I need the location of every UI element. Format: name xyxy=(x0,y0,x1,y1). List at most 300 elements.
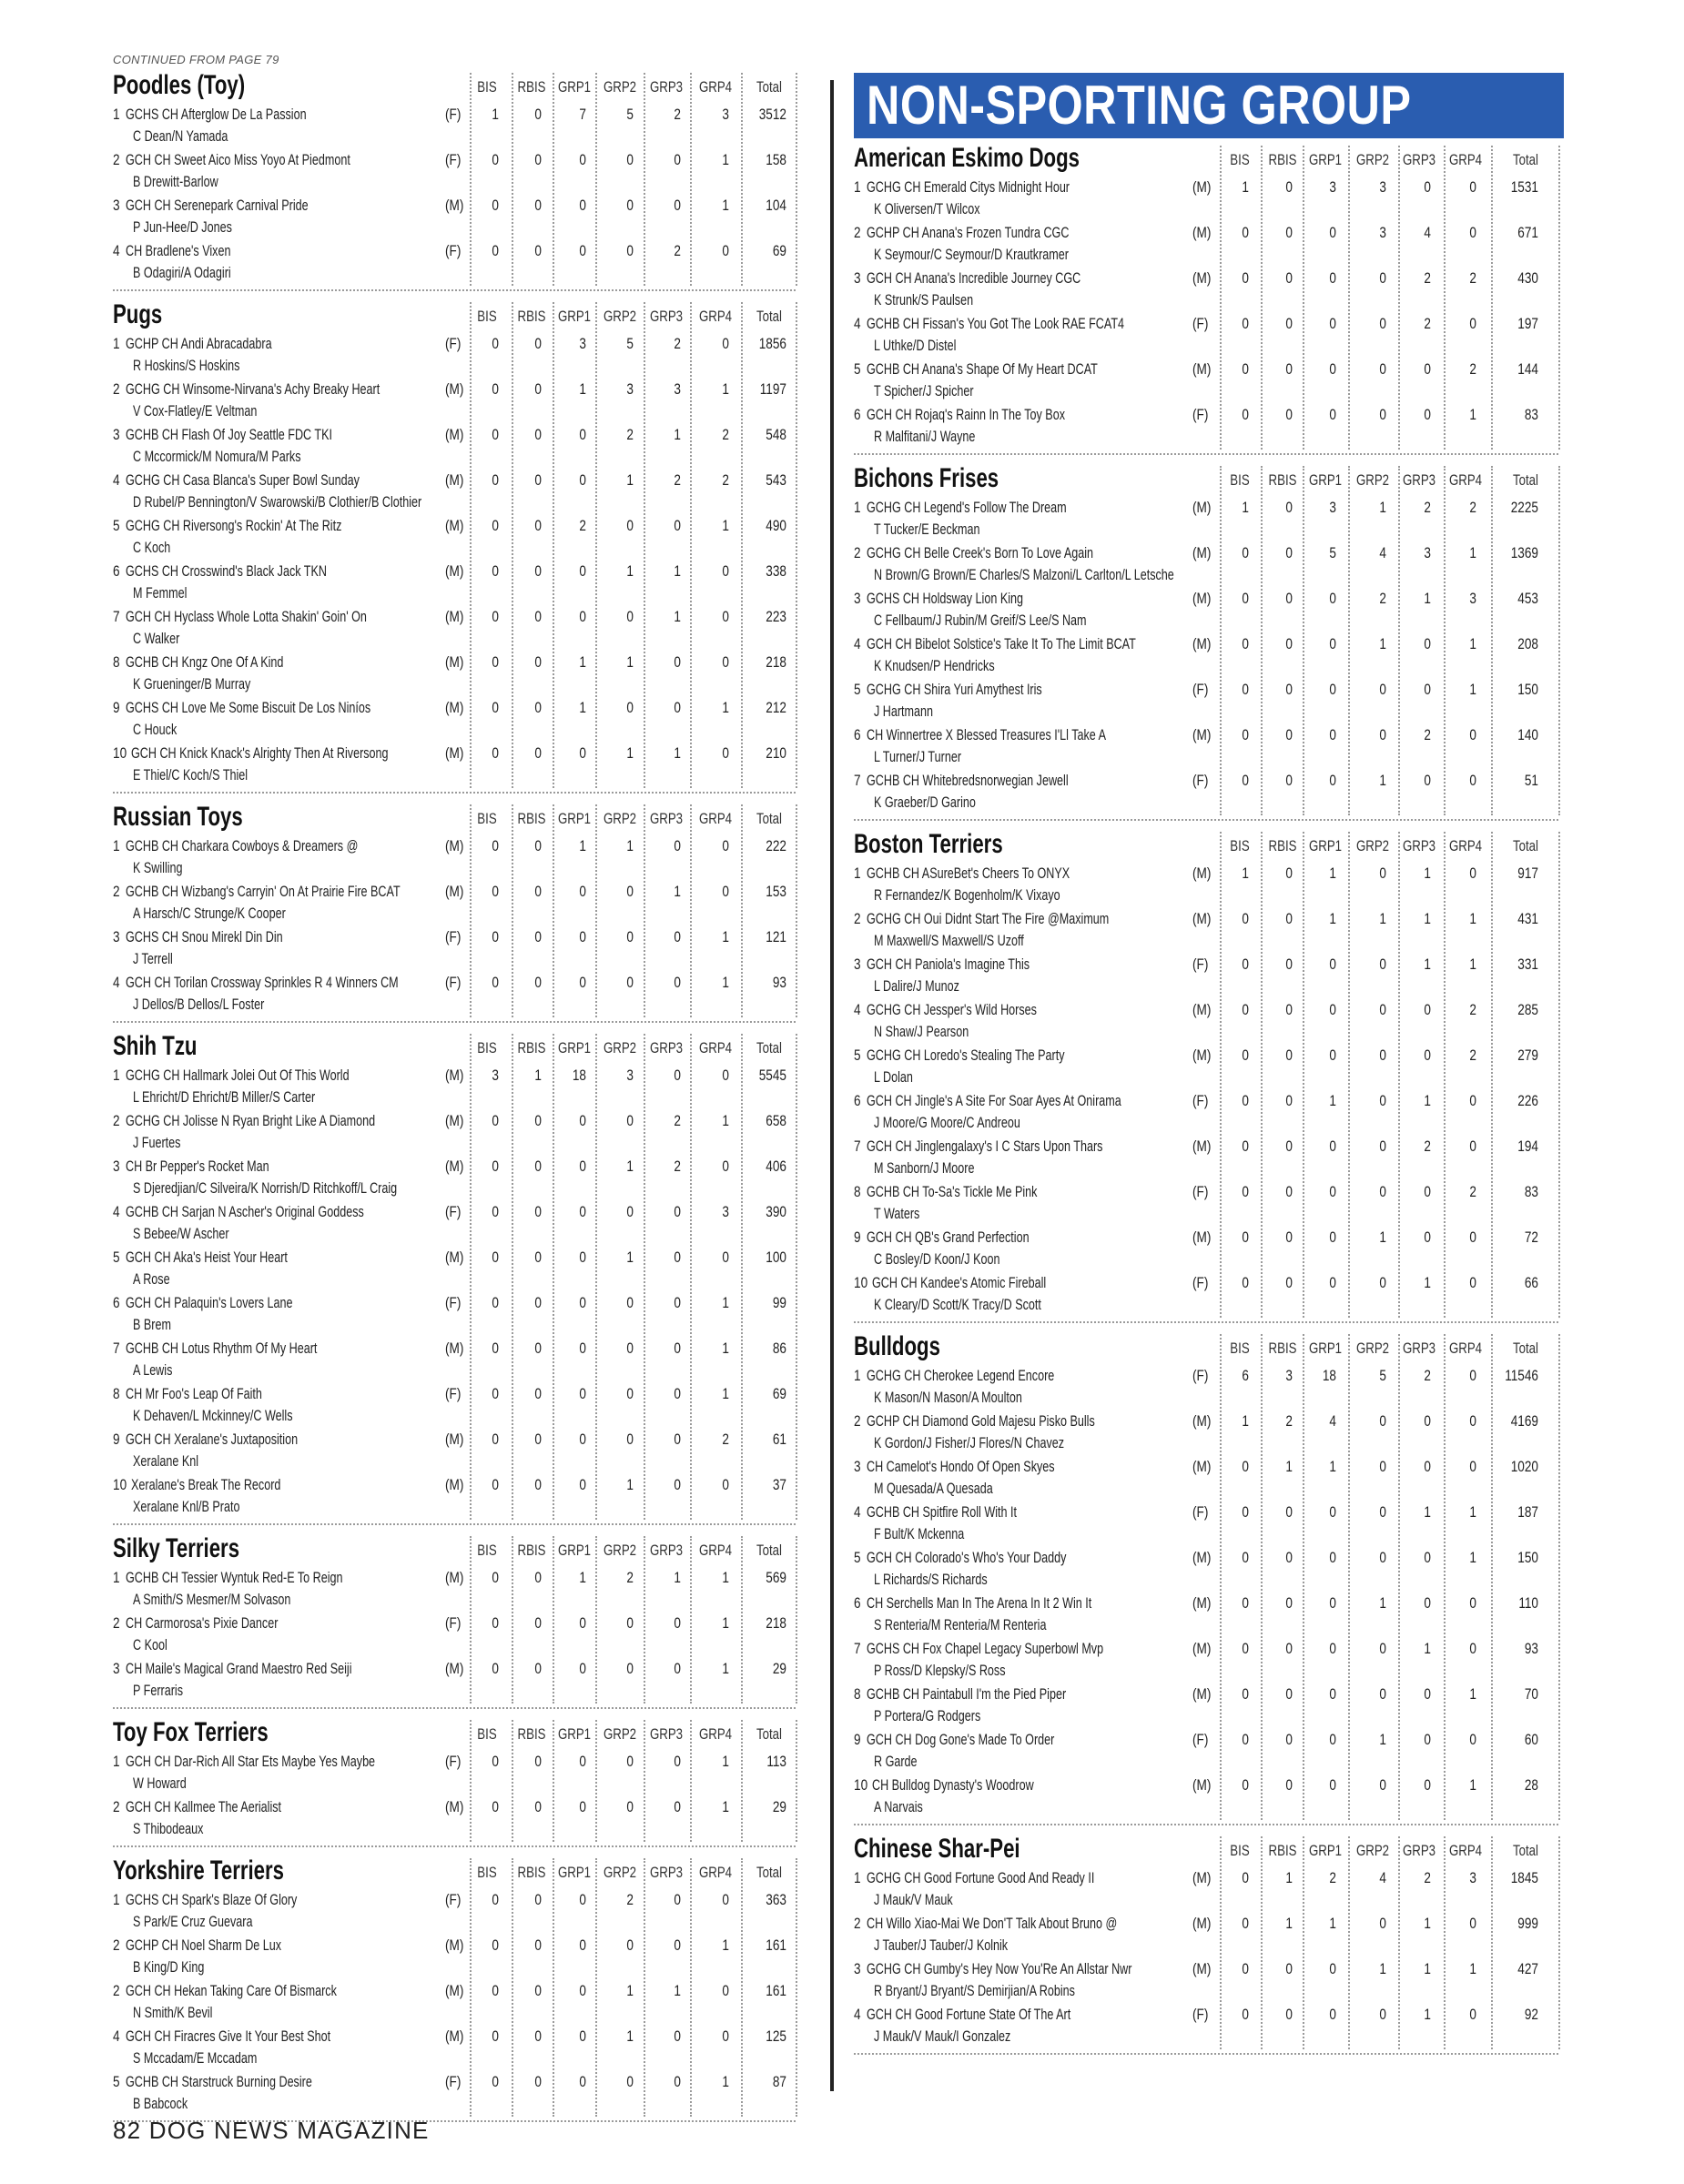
table-row xyxy=(854,588,1564,633)
stat-value: 2 xyxy=(1469,360,1476,378)
stat-value: 0 xyxy=(1469,178,1476,196)
dog-name: GCHG CH Loredo's Stealing The Party xyxy=(867,1046,1065,1064)
stat-value: 0 xyxy=(1424,178,1431,196)
stat-value: 2 xyxy=(1424,1869,1431,1886)
stat-value: 1 xyxy=(1469,1776,1476,1794)
owners: N Brown/G Brown/E Charles/S Malzoni/L Carlton/L Letsche xyxy=(874,566,1174,583)
owners: K Cleary/D Scott/K Tracy/D Scott xyxy=(874,1296,1041,1313)
stat-value: 0 xyxy=(1379,360,1386,378)
dog-name: GCHB CH Wizbang's Carryin' On At Prairie Fire BCAT xyxy=(126,883,401,900)
stat-value: 0 xyxy=(1329,1183,1336,1200)
stat-value: 153 xyxy=(766,883,786,900)
breed-title: Pugs xyxy=(113,299,163,329)
stat-value: 2 xyxy=(1379,590,1386,607)
stat-value: 0 xyxy=(1242,1458,1249,1475)
stat-value: 29 xyxy=(772,1660,786,1677)
stat-value: 1 xyxy=(674,744,681,762)
stat-value: 917 xyxy=(1517,864,1538,882)
dog-name: GCHG CH Jolisse N Ryan Bright Like A Diamond xyxy=(126,1112,376,1129)
stat-value: 0 xyxy=(1329,1549,1336,1566)
stat-value: 0 xyxy=(492,1660,499,1677)
breed-title: Bichons Frises xyxy=(854,463,999,493)
stat-value: 0 xyxy=(534,1431,542,1448)
stat-value: 1 xyxy=(722,1798,729,1815)
stat-value: 0 xyxy=(1379,315,1386,332)
column-header: GRP4 xyxy=(1448,837,1483,854)
sex: (M) xyxy=(445,2027,464,2045)
stat-value: 0 xyxy=(534,1249,542,1266)
stat-value: 1 xyxy=(1424,1274,1431,1291)
rank: 4 xyxy=(113,974,120,991)
column-header: GRP3 xyxy=(649,1039,684,1057)
stat-value: 0 xyxy=(1329,224,1336,241)
table-row xyxy=(854,1684,1564,1729)
stat-value: 0 xyxy=(1242,1776,1249,1794)
sex: (F) xyxy=(445,242,462,259)
stat-value: 2 xyxy=(674,471,681,489)
stat-value: 0 xyxy=(626,883,634,900)
column-header: GRP2 xyxy=(603,1542,637,1559)
stat-value: 0 xyxy=(1242,1869,1249,1886)
rank: 5 xyxy=(113,2073,120,2090)
stat-value: 490 xyxy=(766,517,786,534)
stat-value: 0 xyxy=(534,1614,542,1632)
dog-name: CH Maile's Magical Grand Maestro Red Seiji xyxy=(126,1660,352,1677)
stat-value: 1 xyxy=(674,562,681,580)
column-header: BIS xyxy=(477,1039,497,1057)
stat-value: 0 xyxy=(674,2027,681,2045)
stat-value: 1 xyxy=(722,1385,729,1402)
stat-value: 0 xyxy=(1329,269,1336,287)
stat-value: 0 xyxy=(1379,1549,1386,1566)
stat-value: 0 xyxy=(1469,1092,1476,1109)
stat-value: 0 xyxy=(1469,1228,1476,1246)
sex: (M) xyxy=(445,744,464,762)
owners: K Knudsen/P Hendricks xyxy=(874,657,995,674)
stat-value: 6 xyxy=(1242,1367,1249,1384)
table-row xyxy=(113,149,799,195)
table-row xyxy=(854,1227,1564,1272)
dog-name: GCH CH Dar-Rich All Star Ets Maybe Yes Maybe xyxy=(126,1753,376,1770)
stat-value: 0 xyxy=(1424,1458,1431,1475)
sex: (M) xyxy=(445,1936,464,1954)
stat-value: 0 xyxy=(579,1476,586,1493)
column-header: GRP1 xyxy=(557,308,592,325)
owners: A Rose xyxy=(133,1270,170,1288)
sex: (M) xyxy=(1192,544,1212,561)
stat-value: 0 xyxy=(626,2073,634,2090)
owners: L Dolan xyxy=(874,1068,913,1086)
column-header: GRP3 xyxy=(1402,151,1436,168)
sex: (M) xyxy=(1192,864,1212,882)
dog-name: CH Willo Xiao-Mai We Don'T Talk About Bruno @ xyxy=(867,1915,1118,1932)
table-row xyxy=(113,1796,799,1842)
owners: R Malfitani/J Wayne xyxy=(874,428,976,445)
rank: 4 xyxy=(854,2006,861,2023)
stat-value: 1 xyxy=(534,1067,542,1084)
stat-value: 1 xyxy=(1424,1640,1431,1657)
sex: (M) xyxy=(1192,499,1212,516)
rank: 4 xyxy=(113,471,120,489)
stat-value: 0 xyxy=(626,1203,634,1220)
stat-value: 0 xyxy=(579,1203,586,1220)
stat-value: 83 xyxy=(1524,1183,1538,1200)
stat-value: 0 xyxy=(1285,956,1293,973)
stat-value: 0 xyxy=(722,1982,729,1999)
stat-value: 1 xyxy=(722,380,729,398)
stat-value: 0 xyxy=(674,699,681,716)
sex: (F) xyxy=(445,1294,462,1311)
dog-name: GCHG CH Legend's Follow The Dream xyxy=(867,499,1067,516)
stat-value: 0 xyxy=(626,1385,634,1402)
stat-value: 1 xyxy=(722,699,729,716)
column-header: GRP2 xyxy=(603,1039,637,1057)
dog-name: GCHB CH Anana's Shape Of My Heart DCAT xyxy=(867,360,1098,378)
dog-name: GCHP CH Andi Abracadabra xyxy=(126,335,272,352)
stat-value: 0 xyxy=(1379,406,1386,423)
breed-divider xyxy=(113,1845,796,1847)
stat-value: 1 xyxy=(1329,864,1336,882)
stat-value: 1 xyxy=(722,928,729,945)
rank: 1 xyxy=(854,1869,861,1886)
stat-value: 0 xyxy=(492,2027,499,2045)
rank: 8 xyxy=(113,1385,120,1402)
stat-value: 99 xyxy=(772,1294,786,1311)
rank: 7 xyxy=(854,1138,861,1155)
stat-value: 0 xyxy=(626,197,634,214)
stat-value: 0 xyxy=(492,883,499,900)
sex: (F) xyxy=(1192,1503,1209,1521)
column-header: GRP1 xyxy=(557,1542,592,1559)
stat-value: 0 xyxy=(1242,1915,1249,1932)
stat-value: 0 xyxy=(674,1891,681,1908)
stat-value: 0 xyxy=(674,837,681,854)
breed-title: Bulldogs xyxy=(854,1331,940,1361)
table-row xyxy=(854,1729,1564,1774)
stat-value: 0 xyxy=(1285,499,1293,516)
dog-name: GCH CH Knick Knack's Alrighty Then At Riversong xyxy=(131,744,389,762)
column-header: BIS xyxy=(1230,837,1250,854)
continued-note: CONTINUED FROM PAGE 79 xyxy=(113,53,279,66)
stat-value: 0 xyxy=(1469,1367,1476,1384)
stat-value: 2 xyxy=(626,1569,634,1586)
sex: (M) xyxy=(1192,1138,1212,1155)
stat-value: 1 xyxy=(722,1112,729,1129)
rank: 6 xyxy=(113,1294,120,1311)
breed-divider xyxy=(113,792,796,794)
sex: (M) xyxy=(445,1569,464,1586)
dog-name: GCHG CH Oui Didnt Start The Fire @Maximum xyxy=(867,910,1110,927)
stat-value: 0 xyxy=(1329,681,1336,698)
column-header: RBIS xyxy=(517,308,546,325)
table-row xyxy=(854,313,1564,359)
rank: 4 xyxy=(854,315,861,332)
stat-value: 2 xyxy=(1285,1412,1293,1430)
stat-value: 0 xyxy=(1285,1092,1293,1109)
stat-value: 1 xyxy=(1424,1503,1431,1521)
sex: (F) xyxy=(445,1385,462,1402)
owners: C Dean/N Yamada xyxy=(133,127,228,145)
stat-value: 1 xyxy=(626,1249,634,1266)
stat-value: 0 xyxy=(626,1614,634,1632)
sex: (M) xyxy=(445,1660,464,1677)
stat-value: 0 xyxy=(1424,772,1431,789)
stat-value: 2 xyxy=(674,1112,681,1129)
column-header: GRP3 xyxy=(649,78,684,96)
stat-value: 0 xyxy=(492,335,499,352)
stat-value: 406 xyxy=(766,1158,786,1175)
column-header: GRP4 xyxy=(698,810,733,827)
dog-name: GCHP CH Anana's Frozen Tundra CGC xyxy=(867,224,1070,241)
stat-value: 0 xyxy=(1424,360,1431,378)
stat-value: 0 xyxy=(579,426,586,443)
owners: B Odagiri/A Odagiri xyxy=(133,264,231,281)
table-row xyxy=(113,697,799,743)
stat-value: 0 xyxy=(1424,1001,1431,1018)
stat-value: 0 xyxy=(579,471,586,489)
stat-value: 0 xyxy=(722,1249,729,1266)
stat-value: 1 xyxy=(674,426,681,443)
owners: T Spicher/J Spicher xyxy=(874,382,974,399)
owners: K Swilling xyxy=(133,859,183,876)
stat-value: 0 xyxy=(1329,1640,1336,1657)
rank: 8 xyxy=(113,653,120,671)
stat-value: 0 xyxy=(1379,1458,1386,1475)
stat-value: 0 xyxy=(534,380,542,398)
table-row xyxy=(854,1502,1564,1547)
stat-value: 1 xyxy=(626,562,634,580)
column-header: BIS xyxy=(477,1725,497,1743)
stat-value: 0 xyxy=(492,1476,499,1493)
dog-name: GCHG CH Good Fortune Good And Ready II xyxy=(867,1869,1095,1886)
stat-value: 5 xyxy=(1379,1367,1386,1384)
stat-value: 0 xyxy=(1242,224,1249,241)
rank: 5 xyxy=(113,1249,120,1266)
stat-value: 2 xyxy=(674,242,681,259)
stat-value: 0 xyxy=(492,608,499,625)
stat-value: 100 xyxy=(766,1249,786,1266)
sex: (F) xyxy=(445,1203,462,1220)
owners: M Sanborn/J Moore xyxy=(874,1159,975,1177)
dog-name: GCHB CH Starstruck Burning Desire xyxy=(126,2073,312,2090)
rank: 3 xyxy=(854,269,861,287)
stat-value: 150 xyxy=(1517,1549,1538,1566)
table-row xyxy=(113,1110,799,1156)
stat-value: 1369 xyxy=(1510,544,1538,561)
stat-value: 210 xyxy=(766,744,786,762)
breed-block xyxy=(113,1533,799,1704)
column-header: GRP2 xyxy=(603,308,637,325)
owners: B Drewitt-Barlow xyxy=(133,173,218,190)
table-row xyxy=(113,379,799,424)
rank: 6 xyxy=(854,406,861,423)
stat-value: 0 xyxy=(674,197,681,214)
stat-value: 0 xyxy=(534,1982,542,1999)
stat-value: 0 xyxy=(674,1476,681,1493)
dog-name: GCHB CH Tessier Wyntuk Red-E To Reign xyxy=(126,1569,343,1586)
sex: (M) xyxy=(445,1431,464,1448)
stat-value: 0 xyxy=(1424,1731,1431,1748)
stat-value: 0 xyxy=(1242,726,1249,743)
sex: (M) xyxy=(445,1249,464,1266)
owners: K Mason/N Mason/A Moulton xyxy=(874,1389,1022,1406)
rank: 3 xyxy=(854,1458,861,1475)
rank: 6 xyxy=(113,562,120,580)
stat-value: 0 xyxy=(534,517,542,534)
stat-value: 104 xyxy=(766,197,786,214)
owners: N Smith/K Bevil xyxy=(133,2004,213,2021)
owners: R Garde xyxy=(874,1753,918,1770)
owners: K Graeber/D Garino xyxy=(874,794,976,811)
owners: P Jun-Hee/D Jones xyxy=(133,218,232,236)
stat-value: 0 xyxy=(1469,2006,1476,2023)
rank: 5 xyxy=(854,1549,861,1566)
sex: (F) xyxy=(445,2073,462,2090)
sex: (M) xyxy=(1192,1776,1212,1794)
stat-value: 0 xyxy=(626,151,634,168)
stat-value: 4169 xyxy=(1510,1412,1538,1430)
stat-value: 194 xyxy=(1517,1138,1538,1155)
column-header: RBIS xyxy=(517,1864,546,1881)
stat-value: 0 xyxy=(626,928,634,945)
sex: (M) xyxy=(445,883,464,900)
stat-value: 390 xyxy=(766,1203,786,1220)
stat-value: 0 xyxy=(534,1936,542,1954)
table-row xyxy=(113,743,799,788)
rank: 1 xyxy=(113,837,120,854)
breed-title: Poodles (Toy) xyxy=(113,70,246,100)
stat-value: 2 xyxy=(579,517,586,534)
sex: (M) xyxy=(445,1158,464,1175)
table-row xyxy=(113,1751,799,1796)
stat-value: 0 xyxy=(674,1203,681,1220)
stat-value: 1020 xyxy=(1510,1458,1538,1475)
stat-value: 5 xyxy=(626,335,634,352)
dog-name: GCH CH Paniola's Imagine This xyxy=(867,956,1030,973)
stat-value: 0 xyxy=(579,974,586,991)
table-row xyxy=(113,1889,799,1935)
table-row xyxy=(113,240,799,286)
stat-value: 0 xyxy=(1469,1731,1476,1748)
owners: C Houck xyxy=(133,721,178,738)
rank: 4 xyxy=(113,2027,120,2045)
dog-name: CH Mr Foo's Leap Of Faith xyxy=(126,1385,262,1402)
sex: (M) xyxy=(445,471,464,489)
stat-value: 161 xyxy=(766,1982,786,1999)
breed-divider xyxy=(854,819,1558,821)
stat-value: 0 xyxy=(722,837,729,854)
dog-name: GCHG CH Riversong's Rockin' At The Ritz xyxy=(126,517,342,534)
stat-value: 0 xyxy=(492,1294,499,1311)
sex: (F) xyxy=(445,106,462,123)
table-row xyxy=(113,1156,799,1201)
column-header: GRP4 xyxy=(698,1725,733,1743)
table-row xyxy=(854,1958,1564,2004)
column-header: GRP1 xyxy=(557,810,592,827)
column-header: GRP4 xyxy=(698,1039,733,1057)
stat-value: 18 xyxy=(1322,1367,1336,1384)
sex: (M) xyxy=(445,1982,464,1999)
sex: (M) xyxy=(1192,1046,1212,1064)
stat-value: 0 xyxy=(674,1249,681,1266)
table-row xyxy=(113,1567,799,1613)
owners: C Walker xyxy=(133,630,180,647)
stat-value: 0 xyxy=(1242,360,1249,378)
rank: 2 xyxy=(113,1982,120,1999)
stat-value: 2 xyxy=(1424,1367,1431,1384)
stat-value: 2 xyxy=(674,1158,681,1175)
stat-value: 0 xyxy=(534,1476,542,1493)
column-header: RBIS xyxy=(517,78,546,96)
column-header: GRP2 xyxy=(1355,1842,1390,1859)
dog-name: GCHS CH Afterglow De La Passion xyxy=(126,106,307,123)
owners: R Fernandez/K Bogenholm/K Vixayo xyxy=(874,886,1060,904)
table-row xyxy=(113,424,799,470)
dog-name: GCHS CH Spark's Blaze Of Glory xyxy=(126,1891,298,1908)
rank: 2 xyxy=(854,224,861,241)
dog-name: GCHP CH Diamond Gold Majesu Pisko Bulls xyxy=(867,1412,1095,1430)
stat-value: 3512 xyxy=(758,106,786,123)
rank: 10 xyxy=(854,1274,868,1291)
rank: 9 xyxy=(113,699,120,716)
dog-name: CH Camelot's Hondo Of Open Skyes xyxy=(867,1458,1055,1475)
column-header: GRP4 xyxy=(1448,1842,1483,1859)
stat-value: 427 xyxy=(1517,1960,1538,1977)
column-header: RBIS xyxy=(1268,151,1297,168)
table-row xyxy=(854,542,1564,588)
stat-value: 0 xyxy=(579,197,586,214)
breed-divider xyxy=(113,1707,796,1709)
sex: (F) xyxy=(1192,315,1209,332)
dog-name: GCHS CH Crosswind's Black Jack TKN xyxy=(126,562,327,580)
stat-value: 121 xyxy=(766,928,786,945)
dog-name: CH Bulldog Dynasty's Woodrow xyxy=(872,1776,1034,1794)
sex: (F) xyxy=(445,928,462,945)
stat-value: 3 xyxy=(722,106,729,123)
table-row xyxy=(854,268,1564,313)
stat-value: 0 xyxy=(1329,1776,1336,1794)
stat-value: 0 xyxy=(1285,590,1293,607)
dog-name: GCHG CH Emerald Citys Midnight Hour xyxy=(867,178,1070,196)
owners: S Djeredjian/C Silveira/K Norrish/D Ritchkoff/L Craig xyxy=(133,1179,398,1197)
stat-value: 0 xyxy=(626,1798,634,1815)
stat-value: 110 xyxy=(1518,1594,1538,1612)
table-row xyxy=(113,1658,799,1704)
table-row xyxy=(854,633,1564,679)
stat-value: 2 xyxy=(1329,1869,1336,1886)
stat-value: 0 xyxy=(674,1340,681,1357)
stat-value: 0 xyxy=(492,1569,499,1586)
dog-name: GCHS CH Fox Chapel Legacy Superbowl Mvp xyxy=(867,1640,1104,1657)
table-row xyxy=(113,1613,799,1658)
rank: 3 xyxy=(854,590,861,607)
column-header: GRP1 xyxy=(557,1039,592,1057)
stat-value: 3 xyxy=(1469,590,1476,607)
owners: M Quesada/A Quesada xyxy=(874,1480,993,1497)
stat-value: 0 xyxy=(534,335,542,352)
stat-value: 1 xyxy=(722,1294,729,1311)
stat-value: 0 xyxy=(1242,1092,1249,1109)
table-row xyxy=(854,1181,1564,1227)
sex: (M) xyxy=(445,517,464,534)
stat-value: 0 xyxy=(579,1294,586,1311)
stat-value: 0 xyxy=(534,242,542,259)
stat-value: 1 xyxy=(1379,499,1386,516)
stat-value: 222 xyxy=(766,837,786,854)
stat-value: 86 xyxy=(772,1340,786,1357)
stat-value: 0 xyxy=(1379,726,1386,743)
table-row xyxy=(113,926,799,972)
